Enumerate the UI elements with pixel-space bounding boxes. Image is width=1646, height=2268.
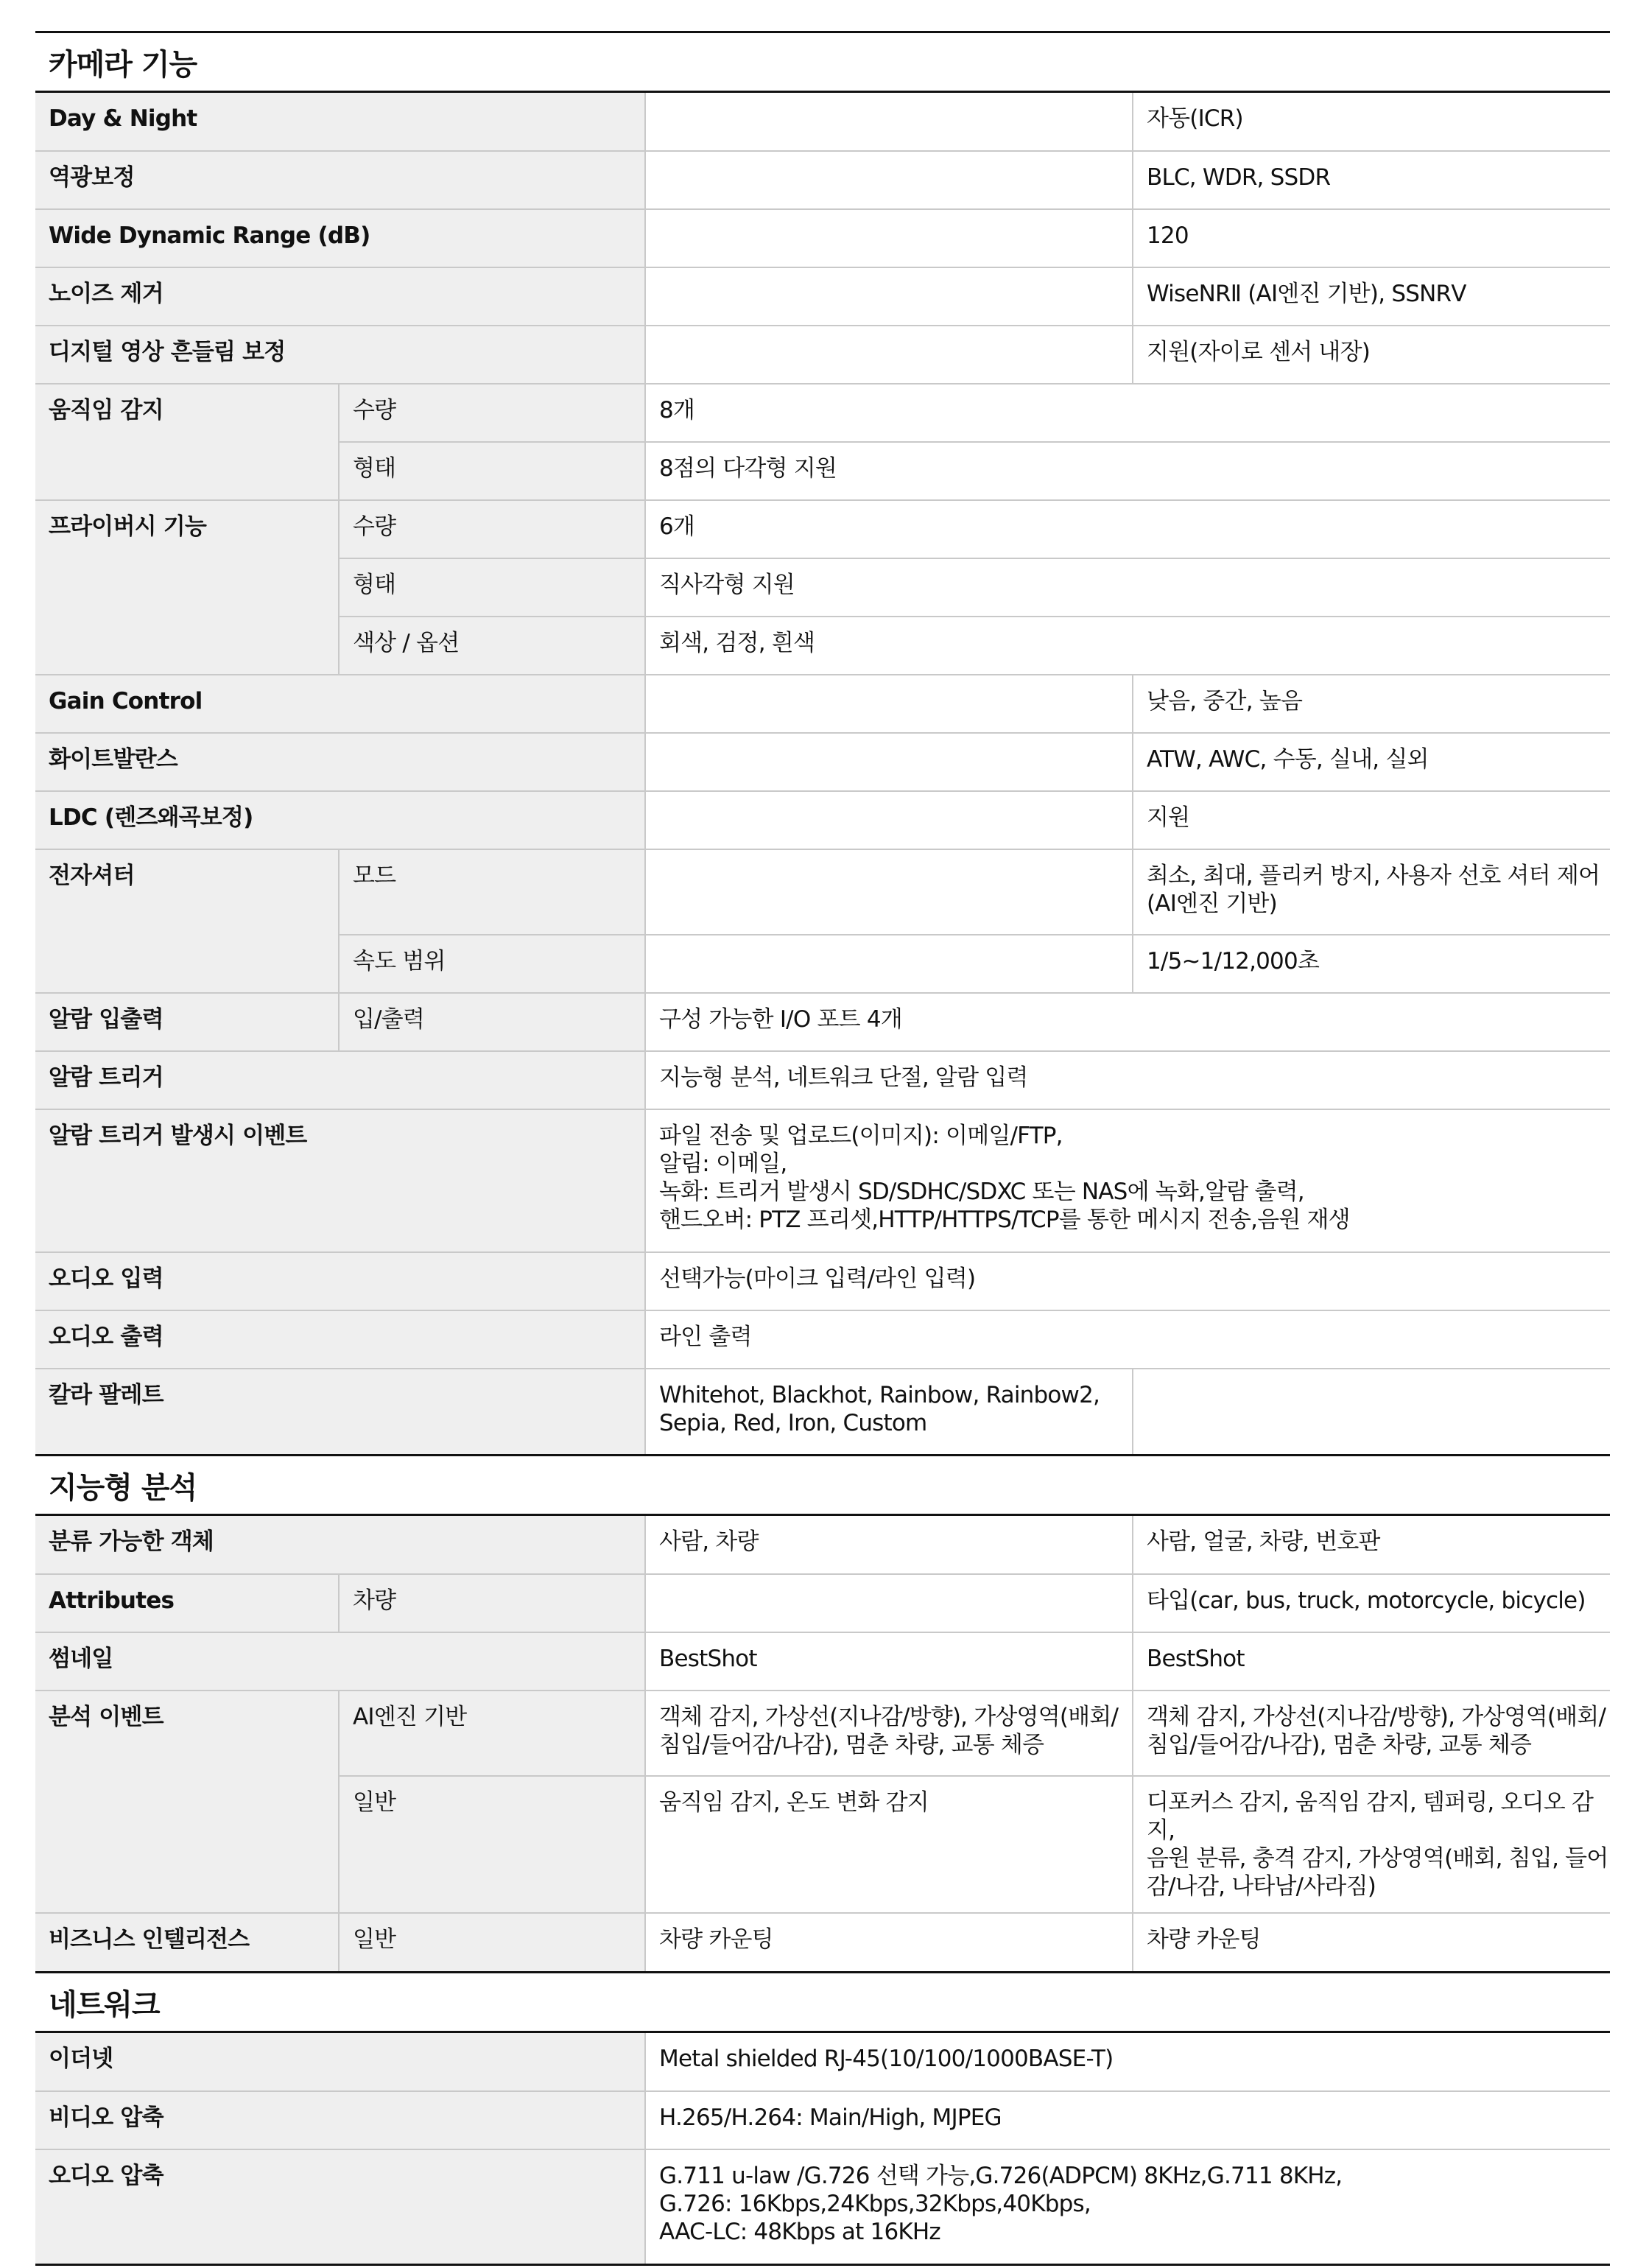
spec-row — [35, 1913, 1610, 1971]
spec-label: 비즈니스 인텔리전스 — [35, 1913, 339, 1971]
spec-label: 분석 이벤트 — [35, 1691, 339, 1913]
spec-value: G.711 u-law /G.726 선택 가능,G.726(ADPCM) 8KHz,G.711 8KHz, G.726: 16Kbps,24Kbps,32Kbps,40Kbps, AAC-LC: 48Kbps at 16KHz — [659, 2163, 1343, 2245]
section-title: 네트워크 — [35, 1971, 1610, 2033]
spec-label: 칼라 팔레트 — [35, 1369, 645, 1454]
spec-label: LDC (렌즈왜곡보정) — [35, 791, 645, 849]
spec-value: 낮음, 중간, 높음 — [1133, 675, 1610, 733]
spec-value: BLC, WDR, SSDR — [1133, 151, 1610, 209]
spec-value-empty — [645, 326, 1133, 384]
spec-value-empty — [645, 267, 1133, 326]
spec-value: 사람, 얼굴, 차량, 번호판 — [1133, 1516, 1610, 1574]
spec-value: Whitehot, Blackhot, Rainbow, Rainbow2, Sepia, Red, Iron, Custom — [645, 1369, 1133, 1454]
spec-row — [35, 1632, 1610, 1691]
spec-row — [35, 1310, 1610, 1369]
spec-value: 1/5~1/12,000초 — [1133, 935, 1610, 993]
spec-value: 8점의 다각형 지원 — [645, 442, 1610, 500]
spec-value: 8개 — [645, 384, 1610, 442]
spec-row — [35, 1051, 1610, 1109]
spec-label: 디지털 영상 흔들림 보정 — [35, 326, 645, 384]
spec-value: 사람, 차량 — [645, 1516, 1133, 1574]
spec-label: 알람 트리거 — [35, 1051, 645, 1109]
spec-table — [35, 1516, 1610, 1971]
spec-row — [35, 2091, 1610, 2149]
spec-value: 구성 가능한 I/O 포트 4개 — [645, 993, 1610, 1051]
spec-row — [35, 675, 1610, 733]
spec-table — [35, 2033, 1610, 2264]
spec-value-empty — [645, 935, 1133, 993]
spec-row — [35, 993, 1610, 1051]
spec-label: 노이즈 제거 — [35, 267, 645, 326]
spec-label: Wide Dynamic Range (dB) — [35, 209, 645, 267]
spec-section — [35, 1971, 1610, 2266]
spec-row — [35, 791, 1610, 849]
spec-value-empty — [645, 791, 1133, 849]
spec-label: 오디오 압축 — [35, 2149, 645, 2264]
spec-label: Day & Night — [35, 93, 645, 151]
spec-label: 썸네일 — [35, 1632, 645, 1691]
spec-table — [35, 93, 1610, 1454]
spec-value-empty — [645, 849, 1133, 935]
spec-value: 직사각형 지원 — [645, 558, 1610, 617]
spec-value: 자동(ICR) — [1133, 93, 1610, 151]
spec-value: 지원 — [1133, 791, 1610, 849]
spec-label: 화이트발란스 — [35, 733, 645, 791]
spec-row — [35, 1369, 1610, 1454]
spec-label: 프라이버시 기능 — [35, 500, 339, 675]
spec-sublabel: 속도 범위 — [339, 935, 645, 993]
spec-sublabel: 일반 — [339, 1776, 645, 1913]
spec-row — [35, 151, 1610, 209]
spec-sublabel: 모드 — [339, 849, 645, 935]
spec-label: 오디오 출력 — [35, 1310, 645, 1369]
spec-value — [1133, 1369, 1610, 1454]
spec-value: ATW, AWC, 수동, 실내, 실외 — [1133, 733, 1610, 791]
spec-value: 120 — [1133, 209, 1610, 267]
spec-value — [645, 1574, 1133, 1632]
spec-label: Attributes — [35, 1574, 339, 1632]
spec-value: 차량 카운팅 — [645, 1913, 1133, 1971]
section-title: 카메라 기능 — [35, 31, 1610, 93]
spec-value: BestShot — [1133, 1632, 1610, 1691]
spec-label: 역광보정 — [35, 151, 645, 209]
spec-sublabel: 차량 — [339, 1574, 645, 1632]
spec-value-empty — [645, 733, 1133, 791]
spec-label: 오디오 입력 — [35, 1252, 645, 1310]
spec-value: 라인 출력 — [645, 1310, 1610, 1369]
spec-label: 분류 가능한 객체 — [35, 1516, 645, 1574]
spec-value: BestShot — [645, 1632, 1133, 1691]
spec-row — [35, 1516, 1610, 1574]
spec-sublabel: AI엔진 기반 — [339, 1691, 645, 1776]
spec-row — [35, 384, 1610, 442]
spec-value: 회색, 검정, 흰색 — [645, 617, 1610, 675]
spec-value: 움직임 감지, 온도 변화 감지 — [645, 1776, 1133, 1913]
spec-row — [35, 849, 1610, 935]
spec-label: 비디오 압축 — [35, 2091, 645, 2149]
spec-row — [35, 326, 1610, 384]
spec-value: 차량 카운팅 — [1147, 1926, 1261, 1953]
spec-row — [35, 2149, 1610, 2264]
spec-section — [35, 1454, 1610, 1971]
spec-row — [35, 209, 1610, 267]
spec-row — [35, 1109, 1610, 1252]
spec-sublabel: 색상 / 옵션 — [339, 617, 645, 675]
spec-row — [35, 1574, 1610, 1632]
spec-label: 움직임 감지 — [35, 384, 339, 500]
spec-value: 6개 — [645, 500, 1610, 558]
spec-value: Metal shielded RJ-45(10/100/1000BASE-T) — [645, 2033, 1610, 2091]
spec-sublabel: 입/출력 — [339, 993, 645, 1051]
spec-label: Gain Control — [35, 675, 645, 733]
section-title: 지능형 분석 — [35, 1454, 1610, 1516]
spec-value-empty — [645, 675, 1133, 733]
spec-sublabel: 수량 — [339, 384, 645, 442]
spec-label: 알람 입출력 — [35, 993, 339, 1051]
spec-value: H.265/H.264: Main/High, MJPEG — [645, 2091, 1610, 2149]
spec-value: 최소, 최대, 플리커 방지, 사용자 선호 셔터 제어 (AI엔진 기반) — [1133, 849, 1610, 935]
spec-value: 지원(자이로 센서 내장) — [1133, 326, 1610, 384]
spec-label: 전자셔터 — [35, 849, 339, 993]
spec-value: WiseNRⅡ (AI엔진 기반), SSNRⅤ — [1133, 267, 1610, 326]
spec-value-empty — [645, 93, 1133, 151]
spec-row — [35, 2033, 1610, 2091]
spec-value: 선택가능(마이크 입력/라인 입력) — [645, 1252, 1610, 1310]
spec-sublabel: 형태 — [339, 442, 645, 500]
spec-value: 지능형 분석, 네트워크 단절, 알람 입력 — [645, 1051, 1610, 1109]
spec-row — [35, 733, 1610, 791]
spec-row — [35, 1691, 1610, 1776]
spec-row — [35, 93, 1610, 151]
spec-value: 디포커스 감지, 움직임 감지, 템퍼링, 오디오 감지, 음원 분류, 충격 감지, 가상영역(배회, 침입, 들어 감/나감, 나타남/사라짐) — [1133, 1776, 1610, 1913]
spec-sublabel: 수량 — [339, 500, 645, 558]
spec-value: 파일 전송 및 업로드(이미지): 이메일/FTP, 알림: 이메일, 녹화: 트리거 발생시 SD/SDHC/SDXC 또는 NAS에 녹화,알람 출력, 핸드오버: PTZ 프리셋,HTTP/HTTPS/TCP를 통한 메시지 전송,음원 재생 — [645, 1109, 1610, 1252]
spec-row — [35, 500, 1610, 558]
spec-value-empty — [645, 209, 1133, 267]
spec-sublabel: 형태 — [339, 558, 645, 617]
spec-value: 타입(car, bus, truck, motorcycle, bicycle) — [1133, 1574, 1610, 1632]
spec-value-empty — [645, 151, 1133, 209]
spec-row — [35, 1252, 1610, 1310]
spec-label: 이더넷 — [35, 2033, 645, 2091]
spec-sheet — [35, 31, 1610, 2266]
spec-value: 객체 감지, 가상선(지나감/방향), 가상영역(배회/ 침입/들어감/나감), 멈춘 차량, 교통 체증 — [1133, 1691, 1610, 1776]
spec-value: 객체 감지, 가상선(지나감/방향), 가상영역(배회/ 침입/들어감/나감), 멈춘 차량, 교통 체증 — [645, 1691, 1133, 1776]
spec-sublabel: 일반 — [339, 1913, 645, 1971]
spec-row — [35, 267, 1610, 326]
spec-section — [35, 31, 1610, 1454]
spec-label: 알람 트리거 발생시 이벤트 — [35, 1109, 645, 1252]
